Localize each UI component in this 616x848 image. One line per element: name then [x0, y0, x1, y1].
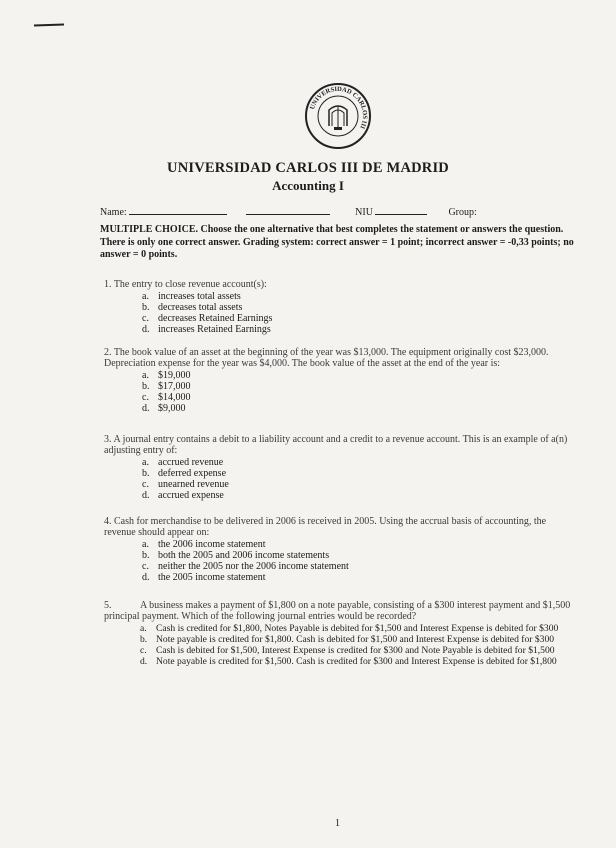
niu-label: NIU: [355, 207, 373, 218]
question-text: The entry to close revenue account(s):: [113, 279, 267, 290]
question-number: 4.: [104, 516, 112, 527]
student-info-row: [100, 205, 570, 218]
option[interactable]: d. accrued expense: [142, 490, 224, 501]
scan-mark: [34, 23, 64, 26]
option-list: [104, 623, 578, 667]
option[interactable]: a. $19,000: [142, 370, 191, 381]
option-list: [104, 291, 578, 335]
name-label: Name:: [100, 207, 127, 218]
option[interactable]: c. Cash is debited for $1,500, Interest Expense is credited for $300 and Note Payable is debited for $1,500: [140, 645, 555, 656]
option-list: [104, 539, 578, 583]
university-seal-icon: [304, 82, 372, 150]
option-list: [104, 457, 578, 501]
university-name: UNIVERSIDAD CARLOS III DE MADRID: [167, 160, 449, 176]
question-text: A journal entry contains a debit to a liability account and a credit to a revenue account. This is an example of a(n) adjusting entry of:: [104, 434, 568, 456]
option[interactable]: c. unearned revenue: [142, 479, 229, 490]
question-number: 2.: [104, 347, 112, 358]
group-label: Group:: [448, 207, 477, 218]
question-1: [104, 279, 578, 335]
question-5: [104, 600, 578, 667]
option[interactable]: b. decreases total assets: [142, 302, 243, 313]
option[interactable]: a. the 2006 income statement: [142, 539, 266, 550]
niu-field[interactable]: [375, 205, 427, 215]
question-number: 3.: [104, 434, 112, 445]
option[interactable]: a. increases total assets: [142, 291, 241, 302]
question-4: [104, 516, 578, 583]
question-text: The book value of an asset at the beginning of the year was $13,000. The equipment originally cost $23,000. Depreciation expense for the year was $4,000. The book value of the asset at the end of the year is:: [104, 347, 549, 369]
option[interactable]: c. neither the 2005 nor the 2006 income statement: [142, 561, 349, 572]
name-field[interactable]: [129, 205, 227, 215]
instructions: MULTIPLE CHOICE. Choose the one alternative that best completes the statement or answers the question. There is only one correct answer. Grading system: correct answer = 1 point; incorrect answer = -0,33 points; no answer = 0 points.: [100, 224, 574, 260]
question-text: Cash for merchandise to be delivered in 2006 is received in 2005. Using the accrual basis of accounting, the revenue should appear on:: [104, 516, 547, 538]
question-3: [104, 434, 578, 501]
option[interactable]: b. both the 2005 and 2006 income statements: [142, 550, 330, 561]
question-number: 5.: [104, 600, 112, 611]
question-number: 1.: [104, 279, 112, 290]
page-number: 1: [335, 818, 340, 829]
option-list: [104, 370, 578, 414]
option[interactable]: a. Cash is credited for $1,800, Notes Payable is debited for $1,500 and Interest Expense is debited for $300: [140, 623, 559, 634]
course-title: Accounting I: [272, 178, 344, 193]
name-field-continuation[interactable]: [246, 205, 330, 215]
option[interactable]: d. $9,000: [142, 403, 186, 414]
option[interactable]: a. accrued revenue: [142, 457, 224, 468]
option[interactable]: b. Note payable is credited for $1,800. Cash is debited for $1,500 and Interest Expense is debited for $300: [140, 634, 555, 645]
option[interactable]: c. $14,000: [142, 392, 191, 403]
option[interactable]: d. Note payable is credited for $1,500. Cash is credited for $300 and Interest Expense is debited for $1,800: [140, 656, 557, 667]
question-text: A business makes a payment of $1,800 on a note payable, consisting of a $300 interest payment and $1,500 principal payment. Which of the following journal entries would be recorded?: [104, 600, 571, 622]
option[interactable]: b. deferred expense: [142, 468, 227, 479]
question-2: [104, 347, 578, 414]
option[interactable]: b. $17,000: [142, 381, 191, 392]
svg-text:UNIVERSIDAD CARLOS III: UNIVERSIDAD CARLOS III: [308, 85, 369, 130]
option[interactable]: d. the 2005 income statement: [142, 572, 266, 583]
option[interactable]: d. increases Retained Earnings: [142, 324, 271, 335]
option[interactable]: c. decreases Retained Earnings: [142, 313, 273, 324]
